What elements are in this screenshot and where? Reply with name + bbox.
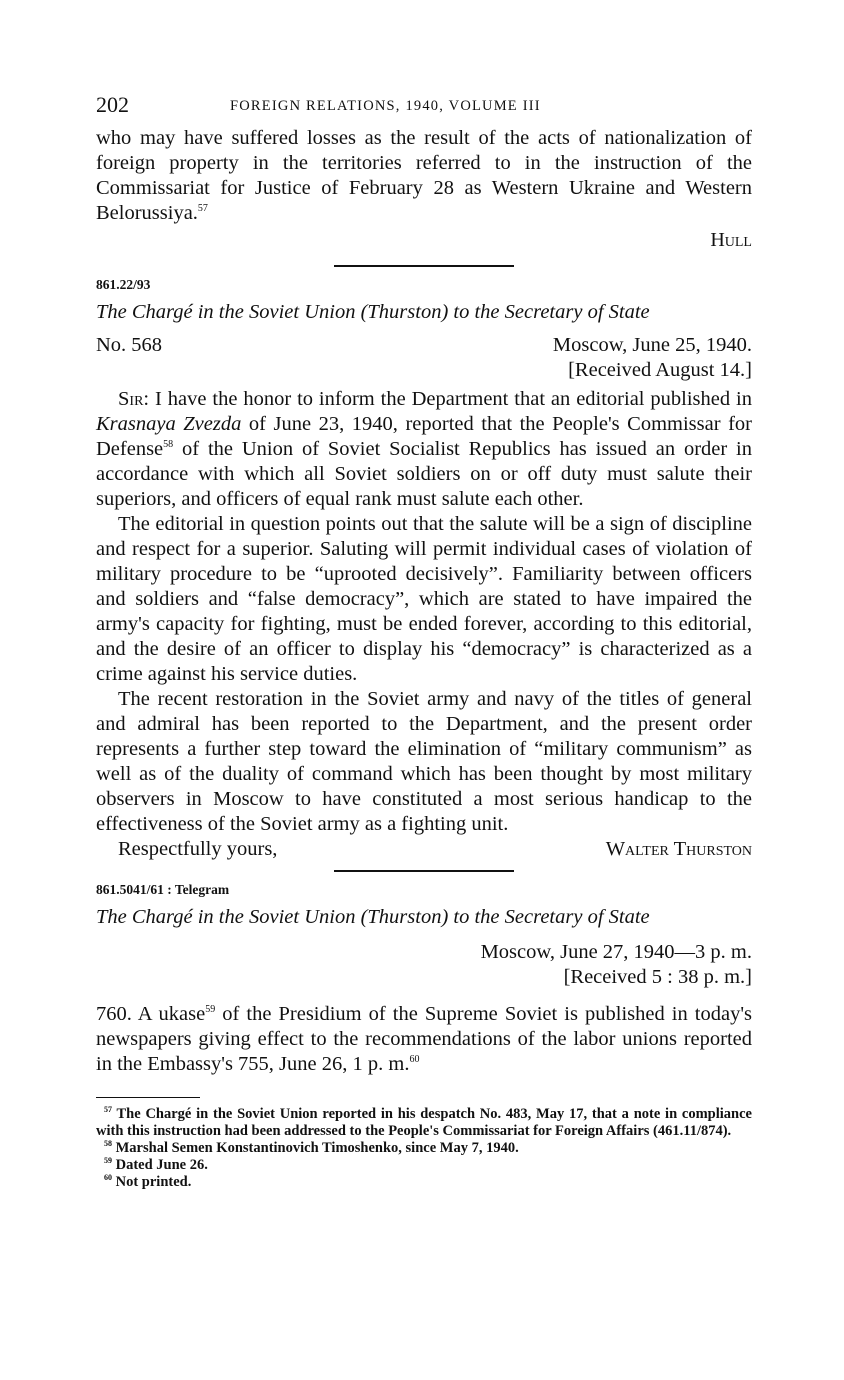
- dateline: Moscow, June 25, 1940.: [552, 334, 752, 356]
- despatch-number: No. 568: [96, 334, 163, 356]
- telegram-paragraph: 760. A ukase$^{59}$ of the Presidium of the Supreme Soviet is published in today's newspapers giving effect to the recommendations of the labor unions reported in the Embassy's 755, June 26, 1 p. m.$^{60}$: [96, 1003, 752, 1075]
- despatch-paragraph-2: The editorial in question points out that the salute will be a sign of discipline and respect for a superior. Saluting will permit individual cases of violation of military procedure to be “uprooted decisively”. Familiarity between officers and soldiers and “false democracy”, which are stated to have impaired the army's capacity for fighting, must be ended forever, according to this editorial, and the desire of an officer to display his “democracy” is characterized as a crime against his service duties.: [96, 513, 752, 685]
- received-date: [Received 5 : 38 p. m.]: [563, 966, 752, 988]
- closing: Respectfully yours,: [118, 838, 278, 860]
- despatch-paragraph-1: Sir: I have the honor to inform the Department that an editorial published in Krasnaya Zvezda of June 23, 1940, reported that the People's Commissar for Defense$^{58}$ of the Union of Soviet Socialist Republics has issued an order in accordance with which all Soviet soldiers on or off duty must salute their superiors, and officers of equal rank must salute each other.: [96, 388, 753, 510]
- footnote-ref-59: 59: [205, 1004, 216, 1016]
- dateline: Moscow, June 27, 1940—3 p. m.: [480, 941, 752, 963]
- footnote-57: $^{57}$ The Chargé in the Soviet Union reported in his despatch No. 483, May 17, that a note in compliance with this instruction had been addressed to the People's Commissariat for Foreign Affairs (461.11/874).: [96, 1105, 752, 1139]
- despatch-paragraph-3: The recent restoration in the Soviet army and navy of the titles of general and admiral has been reported to the Department, and the present order represents a further step toward the elimination of “military communism” as well as of the duality of command which has been thought by most military observers in Moscow to have constituted a most serious handicap to the effectiveness of the Soviet army as a fighting unit.: [96, 688, 752, 835]
- signature-thurston: Walter Thurston: [605, 838, 752, 860]
- file-number: 861.5041/61 : Telegram: [96, 882, 230, 897]
- footnote-ref-57: 57: [197, 203, 208, 215]
- dateline-row: [96, 333, 752, 358]
- footnotes: [96, 1106, 752, 1191]
- received-date: [Received August 14.]: [568, 359, 752, 381]
- running-title: FOREIGN RELATIONS, 1940, VOLUME III: [230, 98, 541, 114]
- continuation-paragraph: [96, 126, 752, 226]
- closing-row: [96, 837, 752, 862]
- footnote-rule: [96, 1097, 200, 1098]
- salutation: Sir: [118, 388, 144, 410]
- footnote-ref-60: 60: [409, 1054, 420, 1066]
- footnote-59: $^{59}$ Dated June 26.: [104, 1156, 208, 1173]
- file-number: 861.22/93: [96, 277, 151, 292]
- footnote-ref-58: 58: [163, 439, 174, 451]
- signature-hull: Hull: [710, 229, 752, 251]
- document-heading: The Chargé in the Soviet Union (Thurston) to the Secretary of State: [96, 906, 650, 928]
- document-page: [96, 92, 752, 1191]
- continuation-text: who may have suffered losses as the result of the acts of nationalization of foreign property in the territories referred to in the instruction of the Commissariat for Justice of February 28 as Western Ukraine and Western Belorussiya.: [96, 127, 752, 224]
- footnote-60: $^{60}$ Not printed.: [104, 1173, 192, 1190]
- newspaper-title: Krasnaya Zvezda: [96, 413, 242, 435]
- footnote-58: $^{58}$ Marshal Semen Konstantinovich Timoshenko, since May 7, 1940.: [104, 1139, 519, 1156]
- section-divider: [334, 265, 514, 267]
- document-heading: The Chargé in the Soviet Union (Thurston) to the Secretary of State: [96, 301, 650, 323]
- section-divider: [334, 870, 514, 872]
- running-head: [96, 92, 752, 126]
- page-number: 202: [96, 92, 129, 117]
